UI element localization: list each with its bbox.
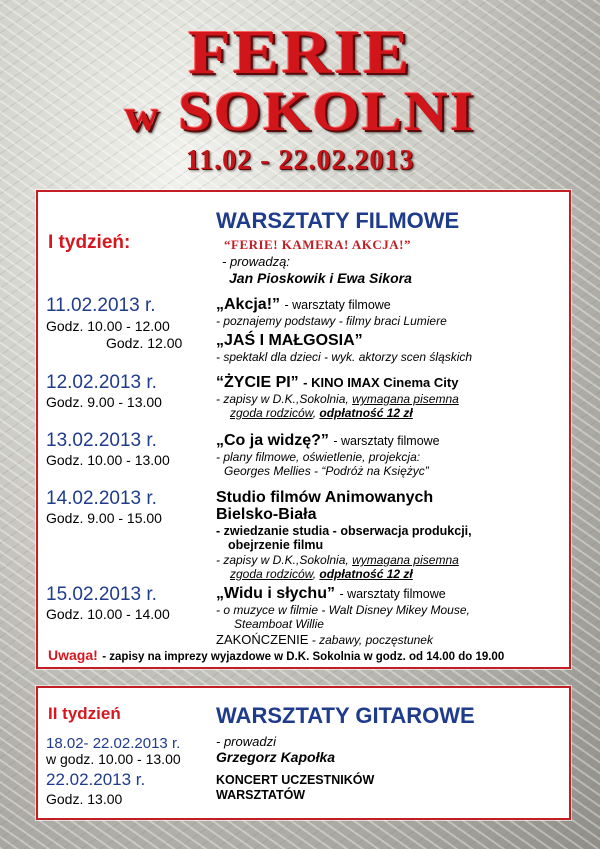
event-desc-zycie-pi-line1 (216, 392, 459, 406)
poster-title-line1: FERIE (188, 19, 412, 87)
event-title-jas-i-malgosia: „JAŚ I MAŁGOSIA” (216, 332, 363, 349)
separator: , (312, 406, 320, 420)
notice (48, 647, 504, 665)
event-date-15-02: 15.02.2013 r. (46, 584, 157, 605)
event-title-akcja (216, 296, 391, 314)
week1-led-by-prefix: - prowadzą: (222, 254, 290, 269)
event-title-widu-i-slychu-text: „Widu i słychu” (216, 585, 335, 602)
event-time-jas: Godz. 12.00 (106, 335, 183, 351)
event-desc-co-ja-widze-line2: Georges Mellies - “Podróż na Księżyc” (224, 464, 429, 478)
week1-subtitle: “FERIE! KAMERA! AKCJA!” (224, 237, 411, 252)
poster-dates: 11.02 - 22.02.2013 (185, 145, 415, 176)
week2-time1: w godz. 10.00 - 13.00 (46, 751, 181, 767)
event-date-11-02: 11.02.2013 r. (46, 295, 156, 316)
consent-text: wymagana pisemna (352, 392, 459, 406)
event-title-studio-line2: Bielsko-Biała (216, 506, 317, 523)
event-desc-zycie-pi-line2 (230, 406, 413, 420)
concert-line2: WARSZTATÓW (216, 788, 306, 802)
fee-text: odpłatność 12 zł (319, 567, 413, 581)
event-time-13-02: Godz. 10.00 - 13.00 (46, 452, 170, 468)
signup-text: - zapisy w D.K.,Sokolnia, (216, 392, 353, 406)
week2-heading: WARSZTATY GITAROWE (216, 703, 475, 728)
event-title-widu-i-slychu-note: - warsztaty filmowe (339, 587, 446, 601)
week1-led-by-names: Jan Pioskowik i Ewa Sikora (229, 270, 412, 286)
event-closing (216, 632, 433, 647)
event-date-13-02: 13.02.2013 r. (46, 430, 157, 451)
week1-heading: WARSZTATY FILMOWE (216, 208, 460, 233)
poster-title-line2 (0, 82, 600, 146)
fee-text: odpłatność 12 zł (319, 406, 413, 420)
consent-text: wymagana pisemna (352, 553, 459, 567)
event-title-akcja-text: „Akcja!” (216, 296, 281, 313)
event-title-zycie-pi-note: - KINO IMAX Cinema City (303, 375, 459, 390)
event-title-zycie-pi-text: “ŻYCIE PI” (216, 374, 299, 391)
event-title-co-ja-widze-text: „Co ja widzę?” (216, 432, 329, 449)
week2-label: II tydzień (48, 704, 121, 723)
event-title-zycie-pi (216, 374, 458, 392)
event-title-widu-i-slychu (216, 585, 446, 603)
notice-label: Uwaga! (48, 647, 98, 663)
week2-date1: 18.02- 22.02.2013 r. (46, 735, 181, 752)
event-desc-studio-line1 (216, 553, 459, 567)
event-time-12-02: Godz. 9.00 - 13.00 (46, 394, 162, 410)
event-time-15-02: Godz. 10.00 - 14.00 (46, 606, 170, 622)
event-desc-widu-line2: Steamboat Willie (234, 617, 324, 631)
separator: , (312, 567, 320, 581)
event-note-studio-line1: - zwiedzanie studia - obserwacja produkcji, (216, 524, 472, 538)
event-desc-akcja: - poznajemy podstawy - filmy braci Lumiere (216, 314, 447, 328)
event-desc-studio-line2 (230, 567, 413, 581)
event-date-14-02: 14.02.2013 r. (46, 488, 157, 509)
event-time-14-02: Godz. 9.00 - 15.00 (46, 510, 162, 526)
event-title-co-ja-widze-note: - warsztaty filmowe (333, 434, 440, 448)
event-time-11-02: Godz. 10.00 - 12.00 (46, 318, 170, 334)
signup-text: - zapisy w D.K.,Sokolnia, (216, 553, 353, 567)
week2-led-by-prefix: - prowadzi (216, 734, 276, 749)
concert-line1: KONCERT UCZESTNIKÓW (216, 773, 375, 787)
title-word-sokolni: SOKOLNI (178, 81, 476, 143)
title-word-w: w (124, 91, 161, 140)
week2-led-by-name: Grzegorz Kapołka (216, 749, 336, 765)
event-desc-jas-i-malgosia: - spektakl dla dzieci - wyk. aktorzy scen śląskich (216, 350, 473, 364)
event-title-akcja-note: - warsztaty filmowe (284, 298, 391, 312)
event-date-12-02: 12.02.2013 r. (46, 372, 157, 393)
event-desc-widu-line1: - o muzyce w filmie - Walt Disney Mikey Mouse, (216, 603, 470, 617)
week2-panel (36, 686, 571, 820)
week1-label: I tydzień: (48, 232, 131, 253)
event-note-studio-line2: obejrzenie filmu (228, 538, 324, 552)
event-title-co-ja-widze (216, 432, 440, 450)
event-desc-co-ja-widze-line1: - plany filmowe, oświetlenie, projekcja: (216, 450, 421, 464)
closing-text: - zabawy, poczęstunek (308, 633, 433, 647)
week2-date2: 22.02.2013 r. (46, 770, 146, 789)
event-title-studio-line1: Studio filmów Animowanych (216, 489, 434, 506)
week1-panel (36, 190, 571, 669)
consent-text-2: zgoda rodziców (230, 406, 313, 420)
notice-text: - zapisy na imprezy wyjazdowe w D.K. Sokolnia w godz. od 14.00 do 19.00 (102, 651, 505, 663)
closing-label: ZAKOŃCZENIE (216, 632, 309, 647)
week2-time2: Godz. 13.00 (46, 791, 123, 807)
consent-text-2: zgoda rodziców (230, 567, 313, 581)
